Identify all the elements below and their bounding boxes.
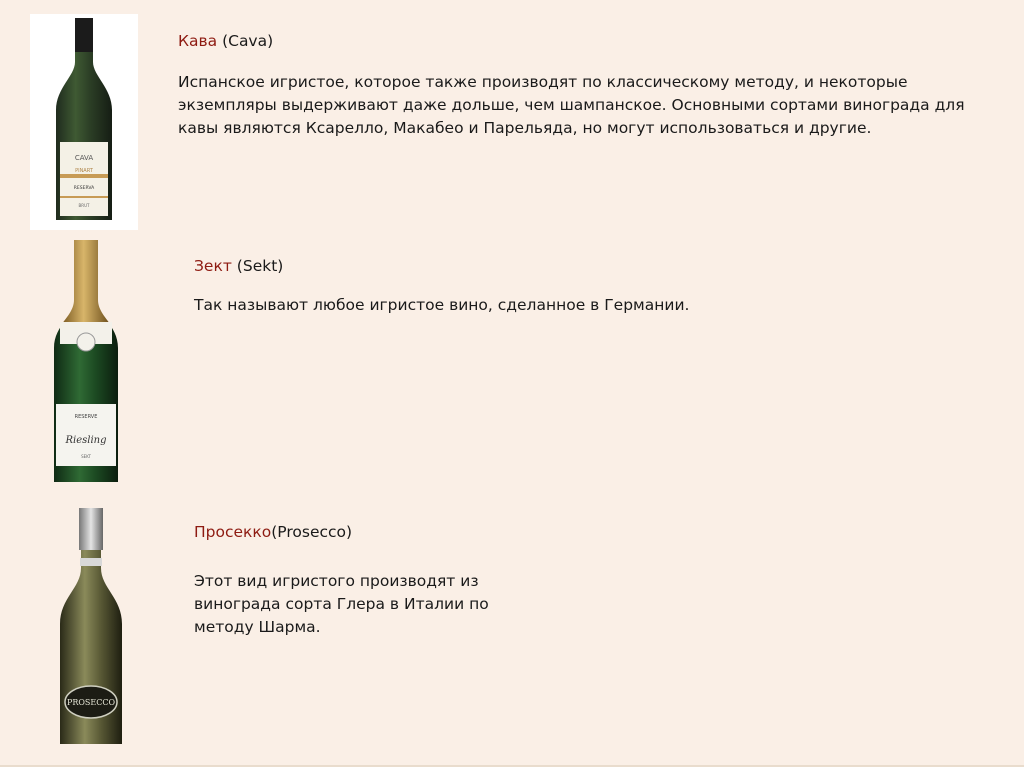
- sekt-bottle-image: [50, 238, 122, 490]
- sekt-title: [194, 256, 283, 276]
- svg-text:Riesling: Riesling: [65, 435, 107, 446]
- svg-text:RESERVE: RESERVE: [74, 414, 98, 420]
- svg-text:PINART: PINART: [75, 168, 93, 174]
- cava-title-latin: (Cava): [217, 32, 274, 50]
- sekt-description: Так называют любое игристое вино, сделанное в Германии.: [194, 296, 690, 314]
- svg-text:RESERVA: RESERVA: [73, 186, 95, 191]
- svg-text:CAVA: CAVA: [74, 154, 94, 162]
- prosecco-bottle-icon: [56, 506, 126, 750]
- svg-text:SEKT: SEKT: [81, 454, 91, 459]
- cava-bottle-image: [30, 14, 138, 230]
- prosecco-title: [194, 522, 352, 542]
- prosecco-title-latin: (Prosecco): [271, 523, 353, 541]
- cava-description: Испанское игристое, которое также производят по классическому методу, и некоторые экземпляры выдерживают даже дольше, чем шампанское. Основными сортами винограда для кавы являются Ксарелло, Макабео и Парельяда, но могут использоваться и другие.: [178, 73, 965, 137]
- cava-title-ru: Кава: [178, 32, 218, 50]
- svg-text:BRUT: BRUT: [78, 203, 90, 208]
- sekt-title-latin: (Sekt): [231, 257, 284, 275]
- prosecco-bottle-image: [56, 506, 126, 750]
- prosecco-description: Этот вид игристого производят из винограда сорта Глера в Италии по методу Шарма.: [194, 572, 489, 636]
- svg-text:PROSECCO: PROSECCO: [66, 698, 116, 707]
- sekt-title-ru: Зект: [194, 257, 232, 275]
- cava-bottle-icon: [30, 14, 138, 230]
- sekt-bottle-icon: [50, 238, 122, 490]
- cava-title: [178, 31, 273, 51]
- prosecco-title-ru: Просекко: [194, 523, 272, 541]
